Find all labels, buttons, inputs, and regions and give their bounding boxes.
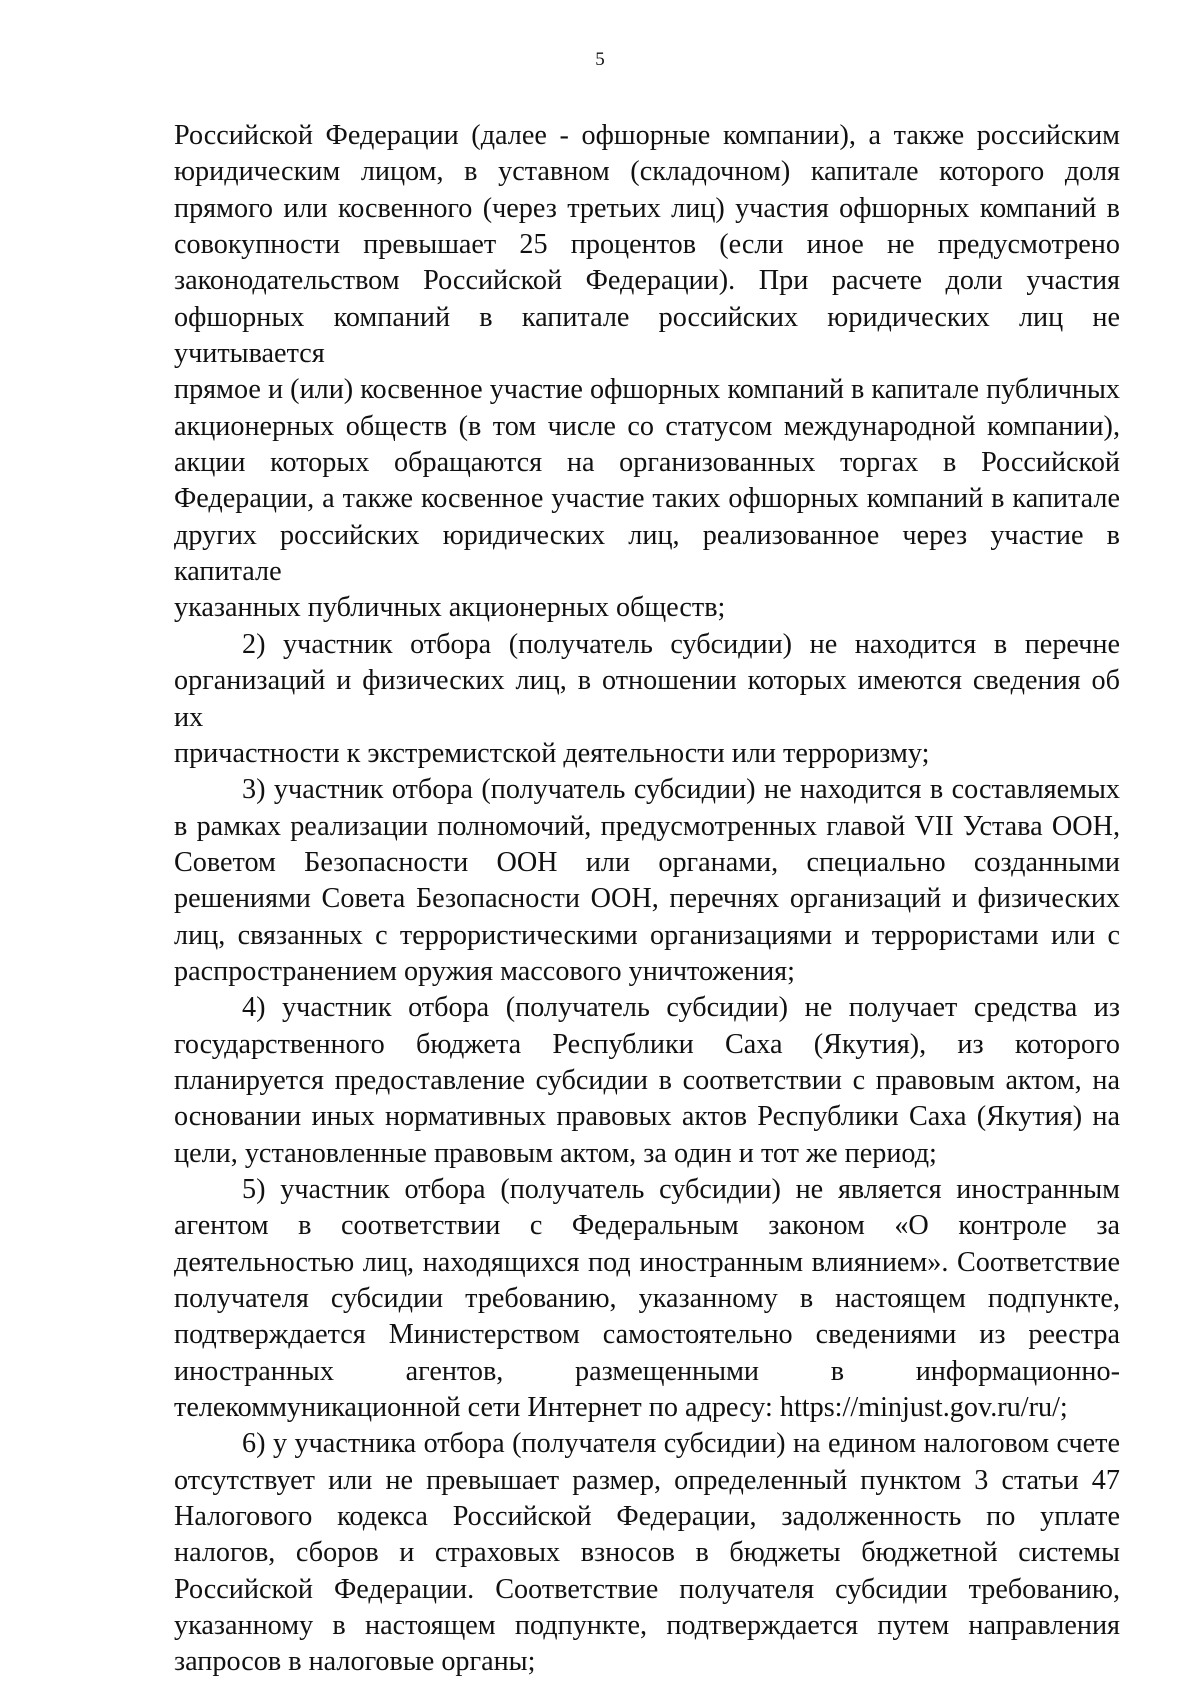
text-line: других российских юридических лиц, реализованное через участие в капитале: [174, 519, 1120, 588]
paragraph: [174, 1426, 1120, 1680]
text-line: 6) у участника отбора (получателя субсидии) на едином налоговом счете: [242, 1428, 1120, 1460]
text-line: юридическим лицом, в уставном (складочном) капитале которого доля: [174, 156, 1120, 188]
text-line: акционерных обществ (в том числе со статусом международной компании),: [174, 410, 1120, 442]
text-line: акции которых обращаются на организованных торгах в Российской: [174, 447, 1120, 479]
text-line: иностранных агентов, размещенными в информационно-: [174, 1355, 1120, 1387]
text-line: Советом Безопасности ООН или органами, специально созданными: [174, 846, 1120, 878]
text-line: 5) участник отбора (получатель субсидии) не является иностранным: [242, 1173, 1120, 1205]
text-line: указанных публичных акционерных обществ;: [174, 592, 726, 624]
paragraph: [174, 990, 1120, 1172]
text-line: запросов в налоговые органы;: [174, 1646, 536, 1678]
text-line: государственного бюджета Республики Саха (Якутия), из которого: [174, 1028, 1120, 1060]
text-line: прямое и (или) косвенное участие офшорных компаний в капитале публичных: [174, 374, 1120, 406]
text-line: офшорных компаний в капитале российских юридических лиц не учитывается: [174, 301, 1120, 370]
text-line: прямого или косвенного (через третьих лиц) участия офшорных компаний в: [174, 192, 1120, 224]
text-line: причастности к экстремистской деятельности или терроризму;: [174, 737, 930, 769]
text-line: указанному в настоящем подпункте, подтверждается путем направления: [174, 1610, 1120, 1642]
paragraph: [174, 118, 1120, 627]
text-line: деятельностью лиц, находящихся под иностранным влиянием». Соответствие: [174, 1246, 1120, 1278]
text-line: основании иных нормативных правовых актов Республики Саха (Якутия) на: [174, 1101, 1120, 1133]
text-line: Российской Федерации. Соответствие получателя субсидии требованию,: [174, 1573, 1120, 1605]
text-line: распространением оружия массового уничтожения;: [174, 955, 795, 987]
text-line: решениями Совета Безопасности ООН, перечнях организаций и физических: [174, 883, 1120, 915]
text-line: 4) участник отбора (получатель субсидии) не получает средства из: [242, 992, 1120, 1024]
text-line: Федерации, а также косвенное участие таких офшорных компаний в капитале: [174, 483, 1120, 515]
text-line: Российской Федерации (далее - офшорные компании), а также российским: [174, 120, 1120, 151]
paragraph: [174, 772, 1120, 990]
text-line: законодательством Российской Федерации). При расчете доли участия: [174, 265, 1120, 297]
text-line: налогов, сборов и страховых взносов в бюджеты бюджетной системы: [174, 1537, 1120, 1569]
paragraph: [174, 627, 1120, 772]
text-line: отсутствует или не превышает размер, определенный пунктом 3 статьи 47: [174, 1464, 1120, 1496]
text-line: агентом в соответствии с Федеральным законом «О контроле за: [174, 1210, 1120, 1242]
text-line: планируется предоставление субсидии в соответствии с правовым актом, на: [174, 1064, 1120, 1096]
document-body: [174, 118, 1120, 1681]
text-line: 2) участник отбора (получатель субсидии) не находится в перечне: [242, 628, 1120, 660]
text-line: телекоммуникационной сети Интернет по адресу: https://minjust.gov.ru/ru/;: [174, 1392, 1068, 1424]
text-line: Налогового кодекса Российской Федерации, задолженность по уплате: [174, 1501, 1120, 1533]
text-line: подтверждается Министерством самостоятельно сведениями из реестра: [174, 1319, 1120, 1351]
text-line: лиц, связанных с террористическими организациями и террористами или с: [174, 919, 1120, 951]
text-line: получателя субсидии требованию, указанному в настоящем подпункте,: [174, 1283, 1120, 1314]
page-number: 5: [595, 49, 605, 70]
text-line: 3) участник отбора (получатель субсидии) не находится в составляемых: [242, 774, 1120, 806]
text-line: цели, установленные правовым актом, за один и тот же период;: [174, 1137, 937, 1169]
text-line: организаций и физических лиц, в отношении которых имеются сведения об их: [174, 665, 1120, 733]
paragraph: [174, 1172, 1120, 1426]
text-line: в рамках реализации полномочий, предусмотренных главой VII Устава ООН,: [174, 810, 1120, 842]
text-line: совокупности превышает 25 процентов (если иное не предусмотрено: [174, 229, 1120, 261]
